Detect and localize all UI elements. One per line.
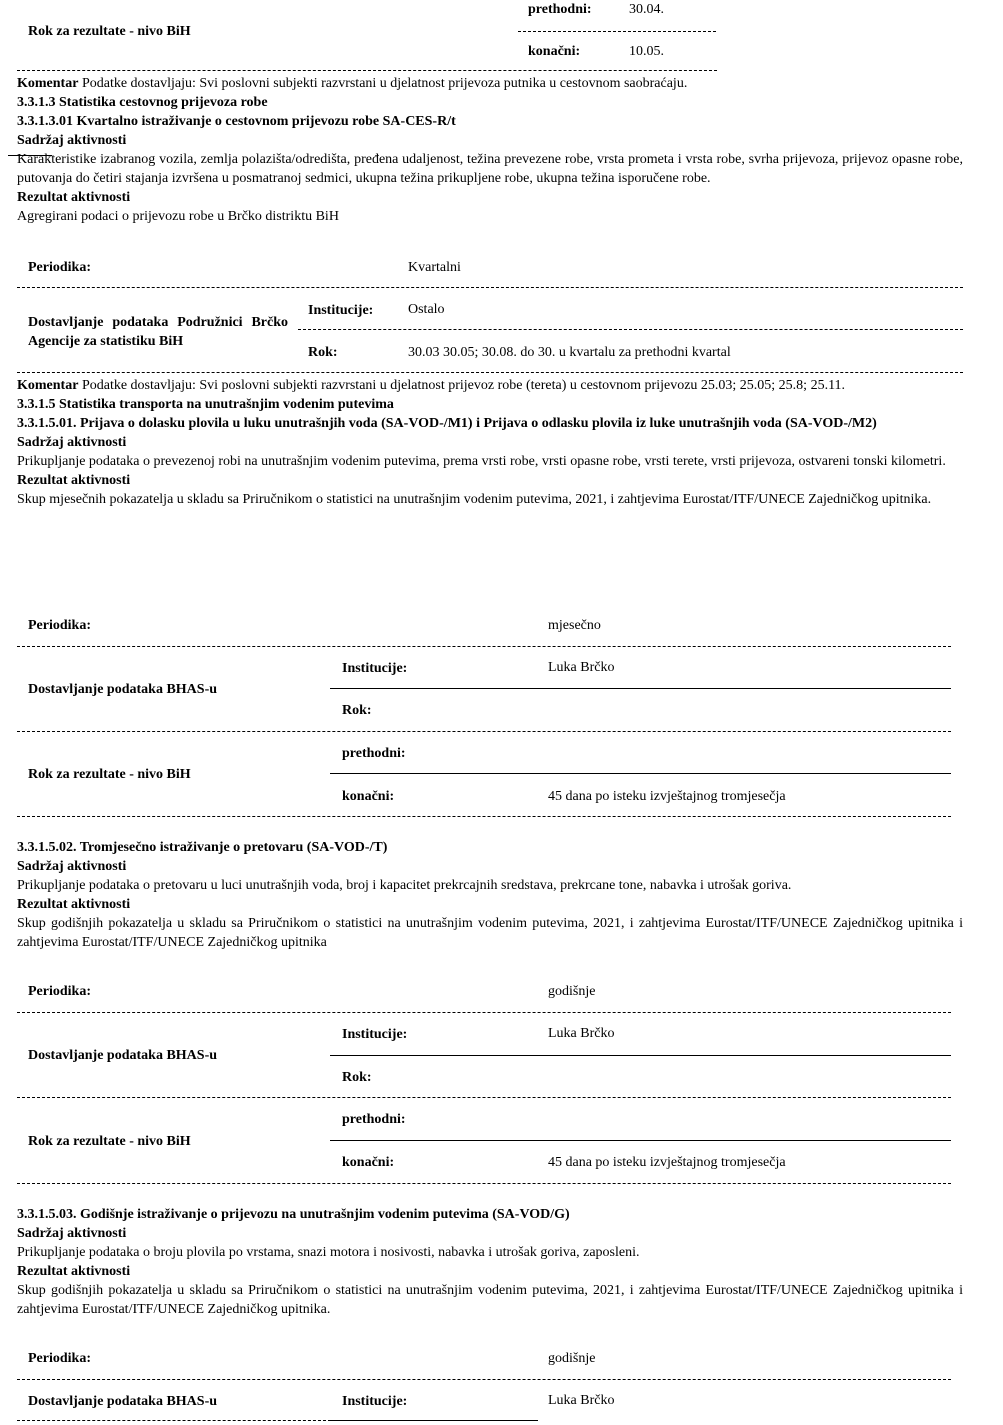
divider [17, 1420, 331, 1421]
periodika-value: Kvartalni [408, 260, 461, 275]
periodika-value: godišnje [548, 1351, 596, 1366]
section-331502-block [17, 838, 963, 952]
rok-rezultate-label: Rok za rezultate - nivo BiH [28, 24, 191, 39]
rezultat-label: Rezultat aktivnosti [17, 1264, 131, 1279]
institucije-label: Institucije: [342, 1027, 408, 1042]
rok-value: 30.03 30.05; 30.08. do 30. u kvartalu za prethodni kvartal [408, 345, 731, 360]
konacni-label: konačni: [342, 1155, 395, 1170]
komentar-paragraph [17, 376, 963, 395]
section-heading: 3.3.1.5 Statistika transporta na unutrašnjim vodenim putevima [17, 397, 394, 412]
sadrzaj-text: Prikupljanje podataka o prevezenoj robi na unutrašnjim vodenim putevima, prema vrsti robe, vrsti opasne robe, vrsti terete, vrsti prijevoza, ostvareni tonski kilometri. [17, 454, 946, 469]
institucije-label: Institucije: [342, 1394, 408, 1409]
prethodni-label: prethodni: [342, 1112, 406, 1127]
periodika-value: mjesečno [548, 618, 601, 633]
periodika-label: Periodika: [28, 618, 91, 633]
section-heading: 3.3.1.3 Statistika cestovnog prijevoza robe [17, 95, 268, 110]
divider [17, 816, 951, 817]
rok-label: Rok: [342, 703, 372, 718]
subsection-heading: 3.3.1.5.03. Godišnje istraživanje o prijevozu na unutrašnjim vodenim putevima (SA-VOD/G) [17, 1207, 570, 1222]
komentar-paragraph [17, 74, 963, 93]
subsection-heading: 3.3.1.3.01 Kvartalno istraživanje o cestovnom prijevozu robe SA-CES-R/t [17, 114, 456, 129]
divider [298, 329, 963, 330]
konacni-label: konačni: [528, 44, 581, 59]
konacni-value: 45 dana po isteku izvještajnog tromjesečja [548, 789, 786, 804]
komentar-text: Podatke dostavljaju: Svi poslovni subjekti razvrstani u djelatnost prijevoza putnika u cestovnom saobraćaju. [78, 76, 688, 91]
section-3315-block [17, 376, 963, 509]
divider [17, 1379, 951, 1380]
divider [17, 731, 951, 732]
subsection-heading: 3.3.1.5.01. Prijava o dolasku plovila u luku unutrašnjih voda (SA-VOD-/M1) i Prijava o odlasku plovila iz luke unutrašnjih voda (SA-VOD-/M2) [17, 416, 877, 431]
rezultat-text: Skup mjesečnih pokazatelja u skladu sa Priručnikom o statistici na unutrašnjim vodenim putevima, 2021, i zahtjevima Eurostat/ITF/UNECE Zajedničkog upitnika. [17, 492, 932, 507]
institucije-value: Luka Brčko [548, 1026, 615, 1041]
rezultat-label: Rezultat aktivnosti [17, 897, 131, 912]
divider [330, 773, 951, 774]
rezultat-text: Agregirani podaci o prijevozu robe u Brčko distriktu BiH [17, 209, 339, 224]
divider [17, 372, 963, 373]
section-3313-block [17, 74, 963, 226]
rezultat-text: Skup godišnjih pokazatelja u skladu sa Priručnikom o statistici na unutrašnjim vodenim putevima, 2021, i zahtjevima Eurostat/ITF/UNECE Zajedničkog upitnika i zahtjevima Eurostat/ITF/UNECE Zajedničkog upitnika. [17, 1283, 963, 1317]
institucije-value: Luka Brčko [548, 1393, 615, 1408]
institucije-label: Institucije: [308, 303, 374, 318]
divider [330, 1420, 538, 1421]
sadrzaj-text: Prikupljanje podataka o pretovaru u luci unutrašnjih voda, broj i kapacitet prekrcajnih sredstava, prekrcane tone, nabavka i utrošak goriva. [17, 878, 792, 893]
divider [17, 646, 951, 647]
konacni-label: konačni: [342, 789, 395, 804]
konacni-value: 45 dana po isteku izvještajnog tromjesečja [548, 1155, 786, 1170]
rok-rezultate-label: Rok za rezultate - nivo BiH [28, 1134, 191, 1149]
divider [17, 1012, 951, 1013]
prethodni-label: prethodni: [528, 2, 592, 17]
institucije-value: Ostalo [408, 302, 445, 317]
sadrzaj-label: Sadržaj aktivnosti [17, 1226, 127, 1241]
institucije-value: Luka Brčko [548, 660, 615, 675]
divider [330, 1140, 951, 1141]
konacni-value: 10.05. [629, 44, 664, 59]
rezultat-label: Rezultat aktivnosti [17, 473, 131, 488]
periodika-label: Periodika: [28, 984, 91, 999]
sadrzaj-label: Sadržaj aktivnosti [17, 133, 127, 148]
institucije-label: Institucije: [342, 661, 408, 676]
divider [518, 31, 716, 32]
sadrzaj-label: Sadržaj aktivnosti [17, 859, 127, 874]
komentar-label: Komentar [17, 76, 79, 91]
rok-label: Rok: [308, 345, 338, 360]
prethodni-value: 30.04. [629, 2, 664, 17]
sadrzaj-label: Sadržaj aktivnosti [17, 435, 127, 450]
divider [330, 1055, 951, 1056]
divider [17, 70, 717, 71]
dostavljanje-label: Dostavljanje podataka BHAS-u [28, 682, 218, 697]
rok-rezultate-label: Rok za rezultate - nivo BiH [28, 767, 191, 782]
komentar-text: Podatke dostavljaju: Svi poslovni subjekti razvrstani u djelatnost prijevoz robe (tereta) u cestovnom prijevozu 25.03; 25.05; 25.8; 25.11. [78, 378, 846, 393]
komentar-label: Komentar [17, 378, 79, 393]
periodika-label: Periodika: [28, 1351, 91, 1366]
periodika-label: Periodika: [28, 260, 91, 275]
margin-tick-mark [8, 155, 52, 156]
rezultat-text: Skup godišnjih pokazatelja u skladu sa Priručnikom o statistici na unutrašnjim vodenim putevima, 2021, i zahtjevima Eurostat/ITF/UNECE Zajedničkog upitnika i zahtjevima Eurostat/ITF/UNECE Zajedničkog upitnika [17, 916, 963, 950]
divider [17, 1097, 951, 1098]
rok-label: Rok: [342, 1070, 372, 1085]
subsection-heading: 3.3.1.5.02. Tromjesečno istraživanje o pretovaru (SA-VOD-/T) [17, 840, 388, 855]
prethodni-label: prethodni: [342, 746, 406, 761]
divider [17, 287, 963, 288]
divider [330, 688, 951, 689]
dostavljanje-label: Dostavljanje podataka BHAS-u [28, 1048, 218, 1063]
sadrzaj-text: Prikupljanje podataka o broju plovila po vrstama, snazi motora i nosivosti, nabavka i utrošak goriva, zaposleni. [17, 1245, 640, 1260]
divider [17, 1183, 951, 1184]
section-331503-block [17, 1205, 963, 1319]
dostavljanje-label: Dostavljanje podataka BHAS-u [28, 1394, 218, 1409]
dostavljanje-label: Dostavljanje podataka Podružnici Brčko Agencije za statistiku BiH [28, 315, 288, 349]
rezultat-label: Rezultat aktivnosti [17, 190, 131, 205]
periodika-value: godišnje [548, 984, 596, 999]
sadrzaj-text: Karakteristike izabranog vozila, zemlja polazišta/odredišta, pređena udaljenost, težina prevezene robe, vrsta prometa i vrsta robe, svrha prijevoza, prijevoz opasne robe, putovanja do četiri stajanja izvršena u posmatranoj sedmici, ukupna težina prikupljene robe, ukupna težina isporučene robe. [17, 152, 963, 186]
